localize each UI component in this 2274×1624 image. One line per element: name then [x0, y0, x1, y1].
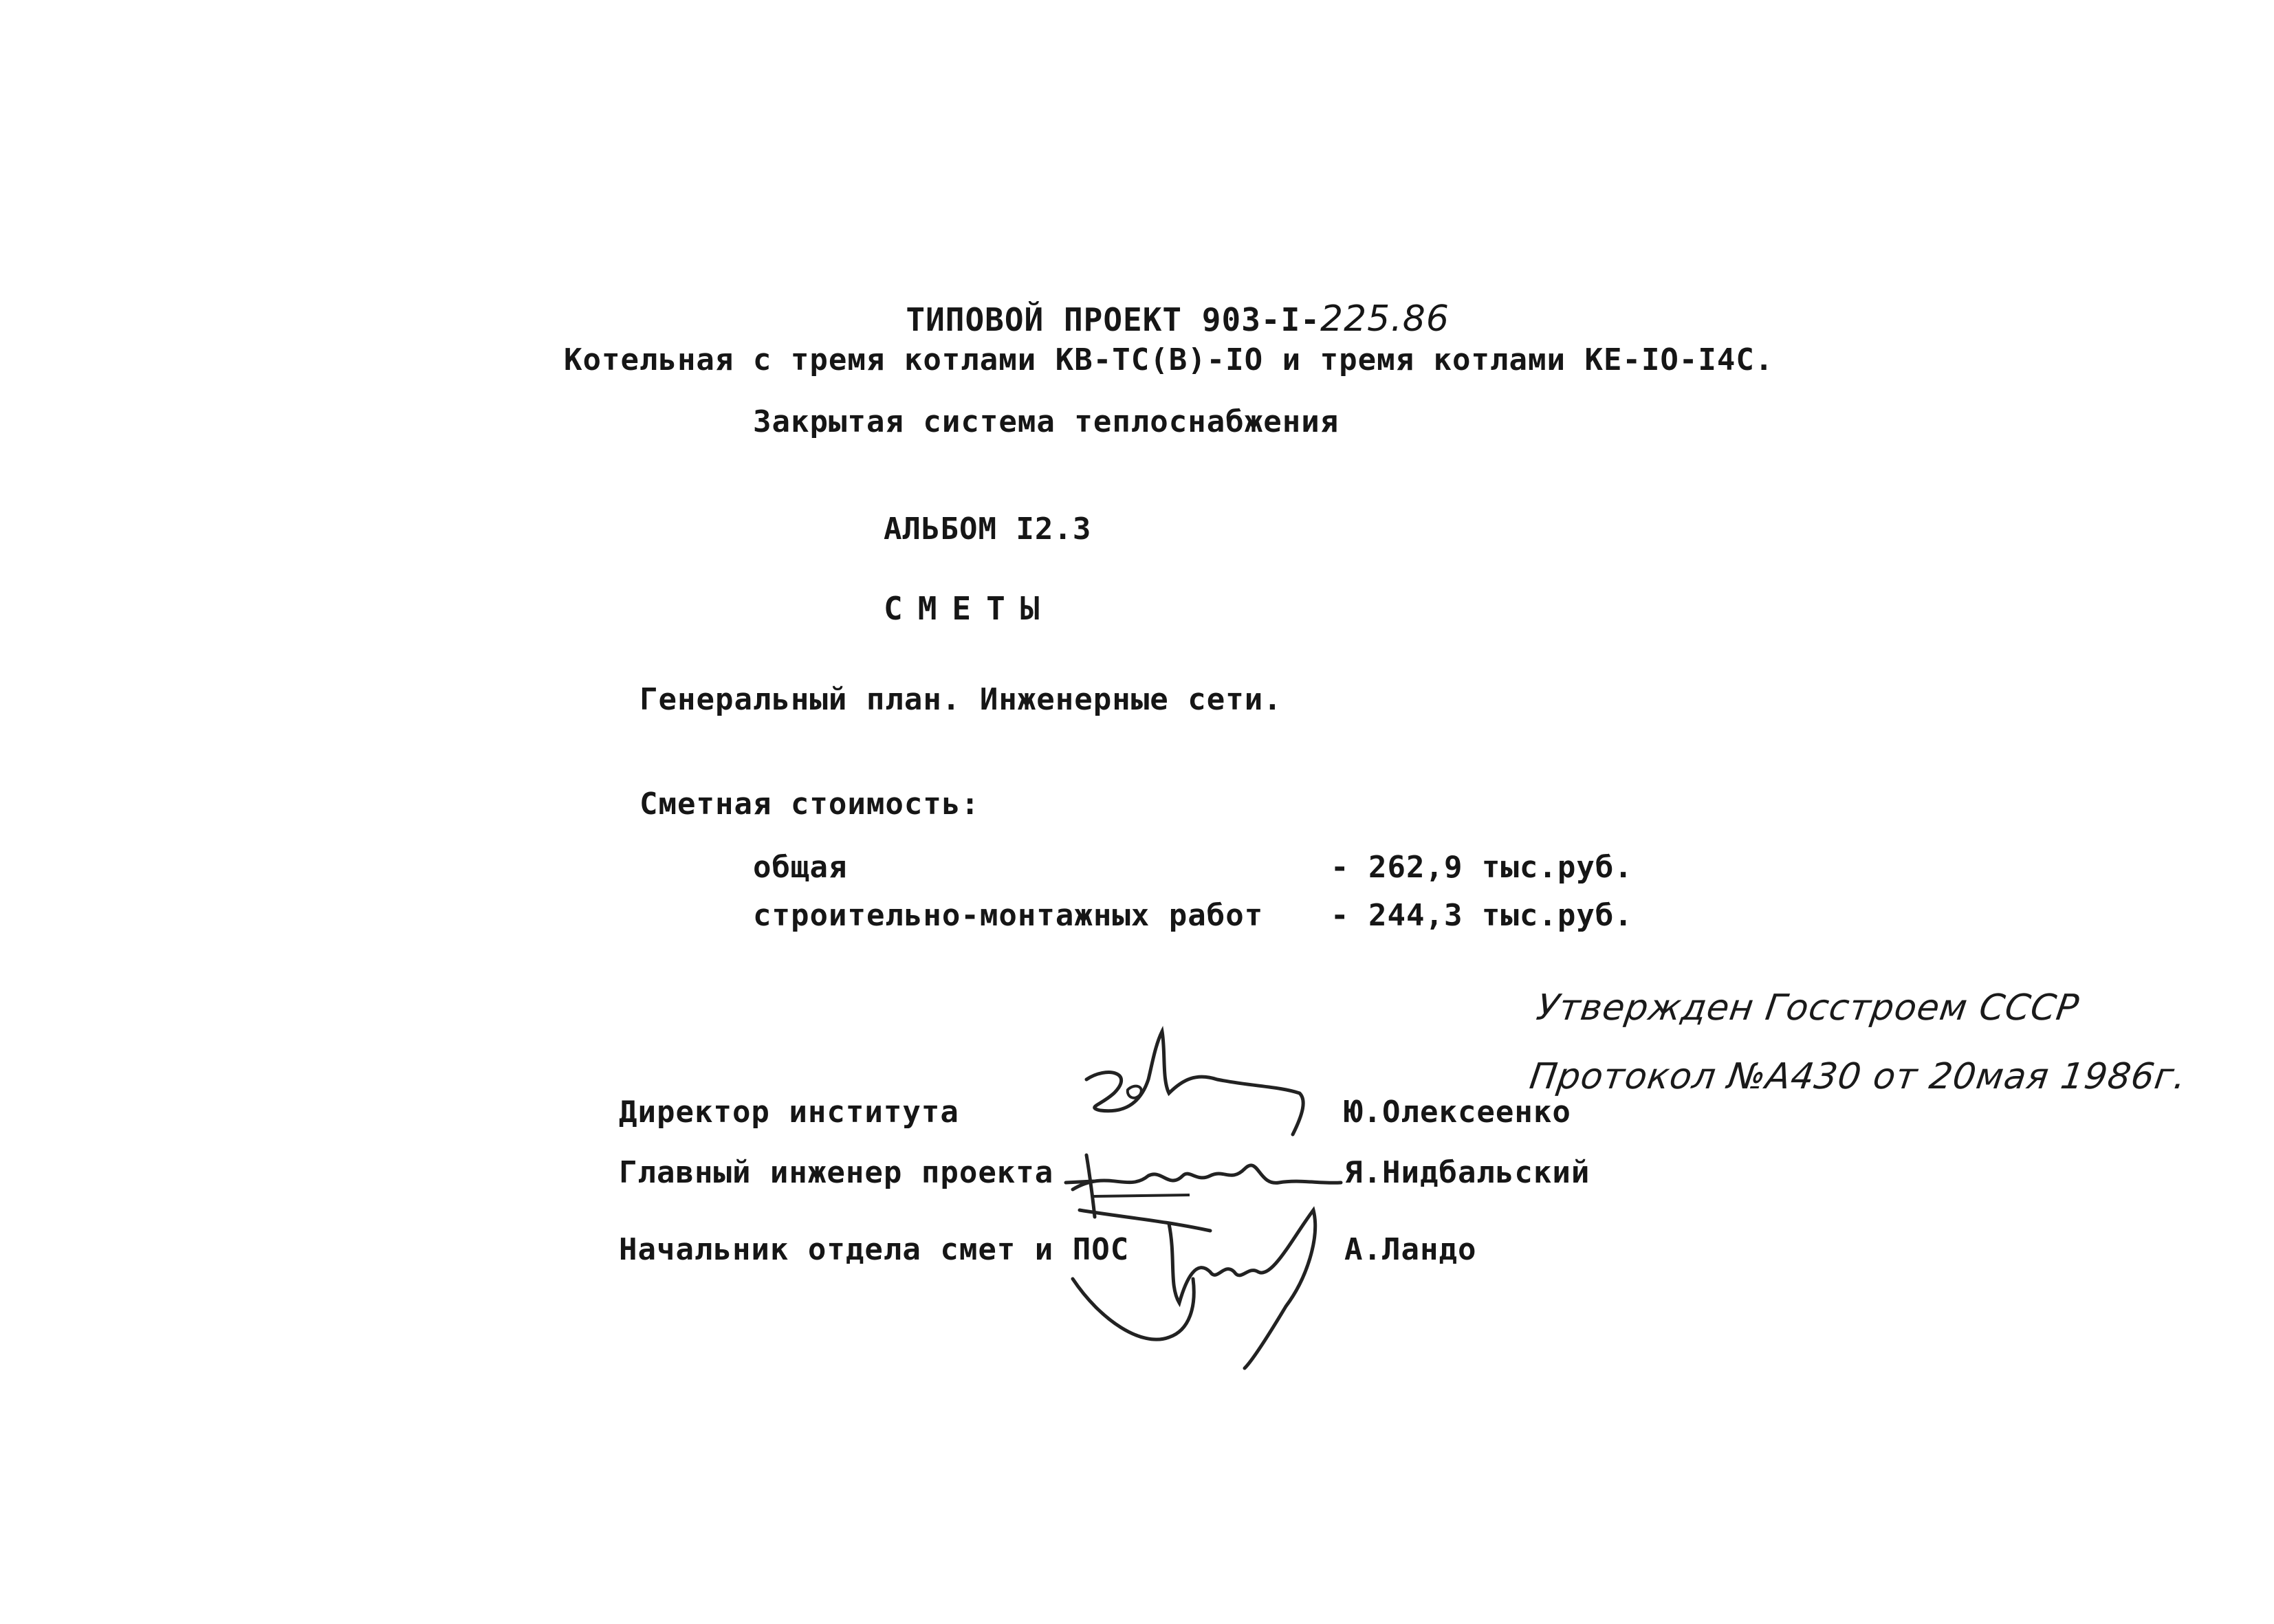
- cost-row-total-value: - 262,9 тыс.руб.: [1331, 850, 1633, 885]
- signatory-director-name: Ю.Олексеенко: [1344, 1095, 1571, 1130]
- album-subtitle: Генеральный план. Инженерные сети.: [639, 682, 1282, 717]
- signatory-director-position: Директор института: [619, 1095, 959, 1130]
- cost-row-construction-value: - 244,3 тыс.руб.: [1331, 898, 1633, 933]
- project-prefix: ТИПОВОЙ ПРОЕКТ 903-I-: [906, 301, 1320, 338]
- cost-row-total-label: общая: [753, 850, 848, 885]
- signatory-chief-engineer-name: Я.Нидбальский: [1344, 1155, 1590, 1190]
- project-number: 225.86: [1320, 298, 1450, 340]
- project-description-line2: Закрытая система теплоснабжения: [753, 404, 1340, 439]
- signature-estimates-head: [1059, 1196, 1375, 1375]
- project-title: [866, 270, 1450, 340]
- signatory-estimates-head-name: А.Ландо: [1344, 1232, 1477, 1267]
- cost-row-construction-label: строительно-монтажных работ: [753, 898, 1264, 933]
- signatory-chief-engineer-position: Главный инженер проекта: [619, 1155, 1054, 1190]
- approval-line2: Протокол №А430 от 20мая 1986г.: [1527, 1056, 2189, 1097]
- album-label: АЛЬБОМ I2.3: [884, 512, 1092, 547]
- album-title: СМЕТЫ: [884, 590, 1055, 627]
- approval-line1: Утвержден Госстроем СССР: [1533, 987, 2082, 1029]
- cost-heading: Сметная стоимость:: [639, 787, 980, 822]
- project-description-line1: Котельная с тремя котлами КВ-ТС(В)-IO и тремя котлами КЕ-IO-I4С.: [564, 342, 1774, 377]
- signatory-estimates-head-position: Начальник отдела смет и ПОС: [619, 1232, 1130, 1267]
